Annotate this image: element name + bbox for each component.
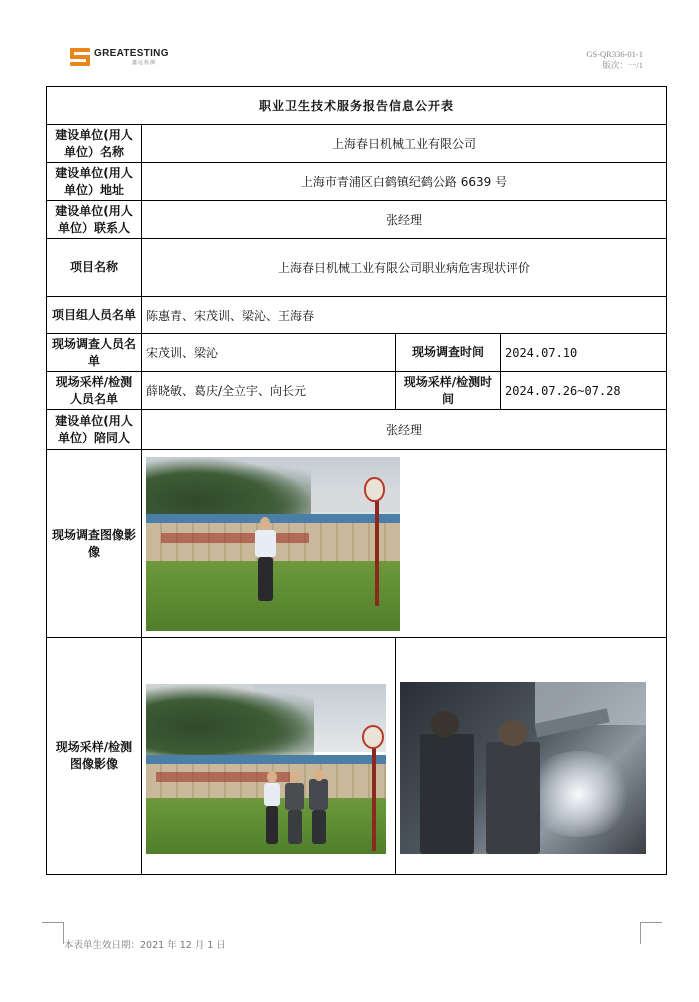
- sampling-images-cell-right: [396, 638, 667, 875]
- crop-mark-left: [42, 922, 64, 944]
- survey-site-photo: [146, 457, 400, 631]
- team-value: 陈惠青、宋茂训、梁沁、王海春: [142, 297, 667, 334]
- sampling-time-value: 2024.07.26~07.28: [501, 372, 667, 410]
- survey-time-label: 现场调查时间: [396, 334, 501, 372]
- form-title: 职业卫生技术服务报告信息公开表: [47, 87, 667, 125]
- sampling-workshop-photo: [400, 682, 646, 854]
- survey-time-value: 2024.07.10: [501, 334, 667, 372]
- unit-address-value: 上海市青浦区白鹤镇纪鹤公路 6639 号: [142, 163, 667, 201]
- project-name-label: 项目名称: [47, 239, 142, 297]
- sampling-staff-label: 现场采样/检测人员名单: [47, 372, 142, 410]
- doc-version: 版次：一/1: [602, 60, 643, 70]
- sampling-staff-value: 薛晓敏、葛庆/全立宇、向长元: [142, 372, 396, 410]
- doc-code: GS-QR336-01-1: [586, 49, 643, 59]
- contact-label: 建设单位(用人单位）联系人: [47, 201, 142, 239]
- unit-name-value: 上海春日机械工业有限公司: [142, 125, 667, 163]
- logo-mark-icon: [70, 48, 90, 66]
- survey-images-label: 现场调查图像影像: [47, 450, 142, 638]
- info-disclosure-table: [46, 86, 667, 875]
- sampling-images-label: 现场采样/检测图像影像: [47, 638, 142, 875]
- unit-address-label: 建设单位(用人单位）地址: [47, 163, 142, 201]
- accompany-value: 张经理: [142, 410, 667, 450]
- document-code-block: [586, 49, 643, 71]
- project-name-value: 上海春日机械工业有限公司职业病危害现状评价: [142, 239, 667, 297]
- accompany-label: 建设单位(用人单位）陪同人: [47, 410, 142, 450]
- sampling-time-label: 现场采样/检测时间: [396, 372, 501, 410]
- survey-staff-label: 现场调查人员名单: [47, 334, 142, 372]
- logo-cn-text: 鑫远检测: [132, 59, 157, 66]
- survey-staff-value: 宋茂训、梁沁: [142, 334, 396, 372]
- logo-text: GREATESTING: [94, 47, 169, 59]
- survey-images-cell: [142, 450, 667, 638]
- sampling-site-photo: [146, 684, 386, 854]
- company-logo: [70, 48, 169, 66]
- team-label: 项目组人员名单: [47, 297, 142, 334]
- crop-mark-right: [640, 922, 662, 944]
- contact-value: 张经理: [142, 201, 667, 239]
- sampling-images-cell-left: [142, 638, 396, 875]
- unit-name-label: 建设单位(用人单位）名称: [47, 125, 142, 163]
- effective-date: 本表单生效日期：2021 年 12 月 1 日: [64, 940, 226, 951]
